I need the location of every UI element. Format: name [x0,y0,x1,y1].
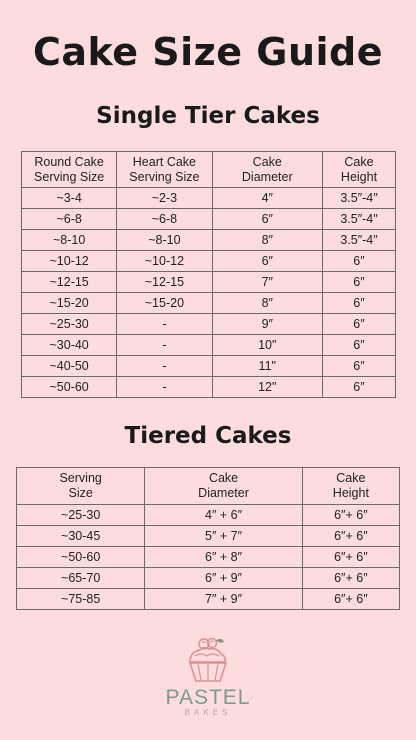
table-cell: ~30-45 [17,526,145,547]
table-cell: 8″ [212,293,322,314]
table-row [22,209,396,230]
table-row [17,547,400,568]
table-cell: ~8-10 [117,230,212,251]
table-cell: ~6-8 [117,209,212,230]
table-row [17,505,400,526]
table-cell: - [117,314,212,335]
table-cell: 6″ [323,356,396,377]
table-cell: 6″ + 9″ [145,568,302,589]
table-row [22,314,396,335]
table-cell: ~50-60 [22,377,117,398]
table-cell: 6″+ 6″ [302,589,399,610]
table-cell: 6″+ 6″ [302,568,399,589]
table-cell: 6″ [323,314,396,335]
column-header [117,152,212,188]
table-cell: 9″ [212,314,322,335]
table-cell: ~65-70 [17,568,145,589]
table-cell: 6″ [323,272,396,293]
table-cell: 6″ [323,251,396,272]
column-header [145,468,302,505]
table-row [22,377,396,398]
cupcake-icon [178,634,238,684]
table-row [22,335,396,356]
table-cell: ~30-40 [22,335,117,356]
table-cell: 3.5″-4″ [323,188,396,209]
column-header [17,468,145,505]
table-cell: 6″ [323,335,396,356]
table-cell: 6″+ 6″ [302,526,399,547]
column-header-line: Diameter [198,486,249,500]
column-header [323,152,396,188]
table-row [22,272,396,293]
table-cell: ~75-85 [17,589,145,610]
table-row [17,568,400,589]
table-cell: ~50-60 [17,547,145,568]
column-header-line: Cake [252,154,282,169]
table-cell: 4″ [212,188,322,209]
table-cell: ~40-50 [22,356,117,377]
table-cell: ~12-15 [22,272,117,293]
table-cell: ~10-12 [22,251,117,272]
column-header-line: Cake [208,471,239,485]
table-row [22,356,396,377]
brand-logo [0,634,416,717]
table-header-row [17,468,400,505]
table-cell: ~8-10 [22,230,117,251]
column-header-line: Serving Size [129,169,200,184]
table-cell: 6″ [212,251,322,272]
table-cell: 3.5″-4″ [323,230,396,251]
table-cell: 6″ + 8″ [145,547,302,568]
column-header-line: Heart Cake [132,154,197,169]
brand-name: PASTEL [165,686,251,709]
single-tier-title: Single Tier Cakes [96,103,320,129]
column-header-line: Size [68,486,93,500]
tiered-title: Tiered Cakes [124,423,292,449]
table-cell: ~15-20 [117,293,212,314]
table-cell: 12" [212,377,322,398]
column-header-line: Height [340,169,378,184]
table-cell: 6″ [212,209,322,230]
column-header [22,152,117,188]
table-cell: 8″ [212,230,322,251]
table-cell: 10" [212,335,322,356]
table-row [22,293,396,314]
column-header [212,152,322,188]
table-cell: 6″+ 6″ [302,547,399,568]
column-header-line: Height [332,486,369,500]
table-cell: ~15-20 [22,293,117,314]
table-cell: - [117,356,212,377]
table-cell: ~2-3 [117,188,212,209]
table-row [17,589,400,610]
table-cell: ~25-30 [17,505,145,526]
table-cell: 5″ + 7″ [145,526,302,547]
table-cell: ~3-4 [22,188,117,209]
table-row [22,230,396,251]
column-header-line: Round Cake [34,154,104,169]
column-header-line: Serving Size [34,169,105,184]
table-row [22,188,396,209]
table-cell: 7″ [212,272,322,293]
column-header [302,468,399,505]
tiered-table [16,467,400,610]
table-cell: 6″ [323,377,396,398]
table-cell: 11" [212,356,322,377]
column-header-line: Cake [336,471,366,485]
table-row [22,251,396,272]
table-cell: 7″ + 9″ [145,589,302,610]
table-row [17,526,400,547]
column-header-line: Diameter [241,169,293,184]
table-cell: - [117,377,212,398]
table-cell: ~6-8 [22,209,117,230]
table-cell: 3.5″-4″ [323,209,396,230]
table-cell: 6″+ 6″ [302,505,399,526]
brand-subtitle: BAKES [184,708,232,717]
column-header-line: Cake [344,154,374,169]
table-cell: 4″ + 6″ [145,505,302,526]
single-tier-table [21,151,396,398]
table-cell: ~10-12 [117,251,212,272]
table-cell: - [117,335,212,356]
page-title: Cake Size Guide [32,30,384,74]
table-header-row [22,152,396,188]
table-cell: 6″ [323,293,396,314]
column-header-line: Serving [59,471,102,485]
table-cell: ~12-15 [117,272,212,293]
table-cell: ~25-30 [22,314,117,335]
